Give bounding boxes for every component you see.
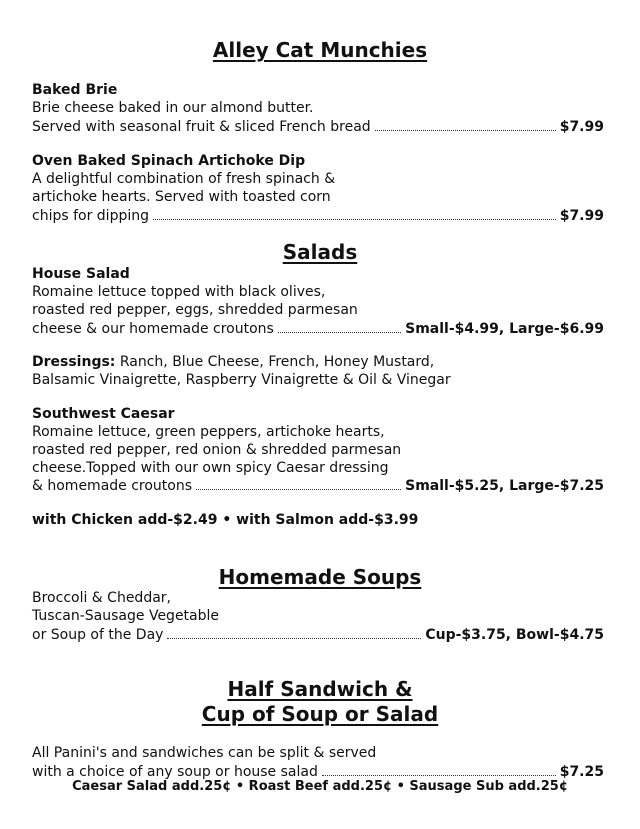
baked-brie-desc: Brie cheese baked in our almond butter. (32, 100, 314, 116)
spinach-dip-desc-2: artichoke hearts. Served with toasted corn (32, 189, 331, 205)
spinach-dip-desc-last: chips for dipping (32, 208, 149, 224)
dressings-line-1 (32, 353, 434, 371)
dressings-list-1: Ranch, Blue Cheese, French, Honey Mustard, (119, 354, 435, 370)
dressings-list-2: Balsamic Vinaigrette, Raspberry Vinaigrette & Oil & Vinegar (32, 372, 451, 388)
soups-price-line (32, 625, 604, 643)
spinach-dip-price-line (32, 206, 604, 224)
caesar-desc-1: Romaine lettuce, green peppers, artichoke hearts, (32, 424, 385, 440)
spinach-dip-price: $7.99 (559, 208, 604, 224)
soups-desc-2: Tuscan-Sausage Vegetable (32, 608, 220, 624)
caesar-price: Small-$5.25, Large-$7.25 (405, 478, 604, 494)
leader-dots (375, 117, 556, 131)
half-sandwich-heading-1: Half Sandwich & (227, 677, 413, 701)
spinach-dip-name: Oven Baked Spinach Artichoke Dip (32, 153, 306, 169)
caesar-price-line (32, 476, 604, 494)
house-salad-name: House Salad (32, 266, 130, 282)
caesar-desc-2: roasted red pepper, red onion & shredded parmesan (32, 442, 402, 458)
caesar-desc-3: cheese.Topped with our own spicy Caesar dressing (32, 460, 389, 476)
baked-brie-price-line (32, 117, 604, 135)
half-sandwich-desc: All Panini's and sandwiches can be split & served (32, 745, 377, 761)
baked-brie-name: Baked Brie (32, 82, 118, 98)
leader-dots (153, 206, 556, 220)
house-salad-price: Small-$4.99, Large-$6.99 (405, 321, 604, 337)
dressings-label: Dressings: (32, 354, 116, 370)
munchies-heading: Alley Cat Munchies (212, 38, 428, 62)
half-sandwich-desc-last: with a choice of any soup or house salad (32, 764, 318, 780)
soups-desc-1: Broccoli & Cheddar, (32, 590, 171, 606)
leader-dots (322, 762, 556, 776)
salad-addons: with Chicken add-$2.49 • with Salmon add-$3.99 (32, 512, 419, 528)
house-salad-desc-2: roasted red pepper, eggs, shredded parmesan (32, 302, 358, 318)
half-sandwich-price: $7.25 (559, 764, 604, 780)
half-sandwich-addons: Caesar Salad add.25¢ • Roast Beef add.25¢ • Sausage Sub add.25¢ (72, 779, 568, 794)
leader-dots (167, 625, 421, 639)
half-sandwich-heading-2: Cup of Soup or Salad (201, 702, 439, 726)
house-salad-price-line (32, 319, 604, 337)
house-salad-desc-last: cheese & our homemade croutons (32, 321, 274, 337)
spinach-dip-desc-1: A delightful combination of fresh spinach & (32, 171, 336, 187)
caesar-name: Southwest Caesar (32, 406, 175, 422)
salads-heading: Salads (282, 240, 358, 264)
soups-price: Cup-$3.75, Bowl-$4.75 (425, 627, 604, 643)
caesar-desc-last: & homemade croutons (32, 478, 193, 494)
baked-brie-price: $7.99 (559, 119, 604, 135)
leader-dots (278, 319, 401, 333)
soups-desc-last: or Soup of the Day (32, 627, 164, 643)
baked-brie-desc-last: Served with seasonal fruit & sliced French bread (32, 119, 371, 135)
half-sandwich-price-line (32, 762, 604, 780)
leader-dots (196, 476, 401, 490)
house-salad-desc-1: Romaine lettuce topped with black olives, (32, 284, 326, 300)
soups-heading: Homemade Soups (218, 565, 422, 589)
